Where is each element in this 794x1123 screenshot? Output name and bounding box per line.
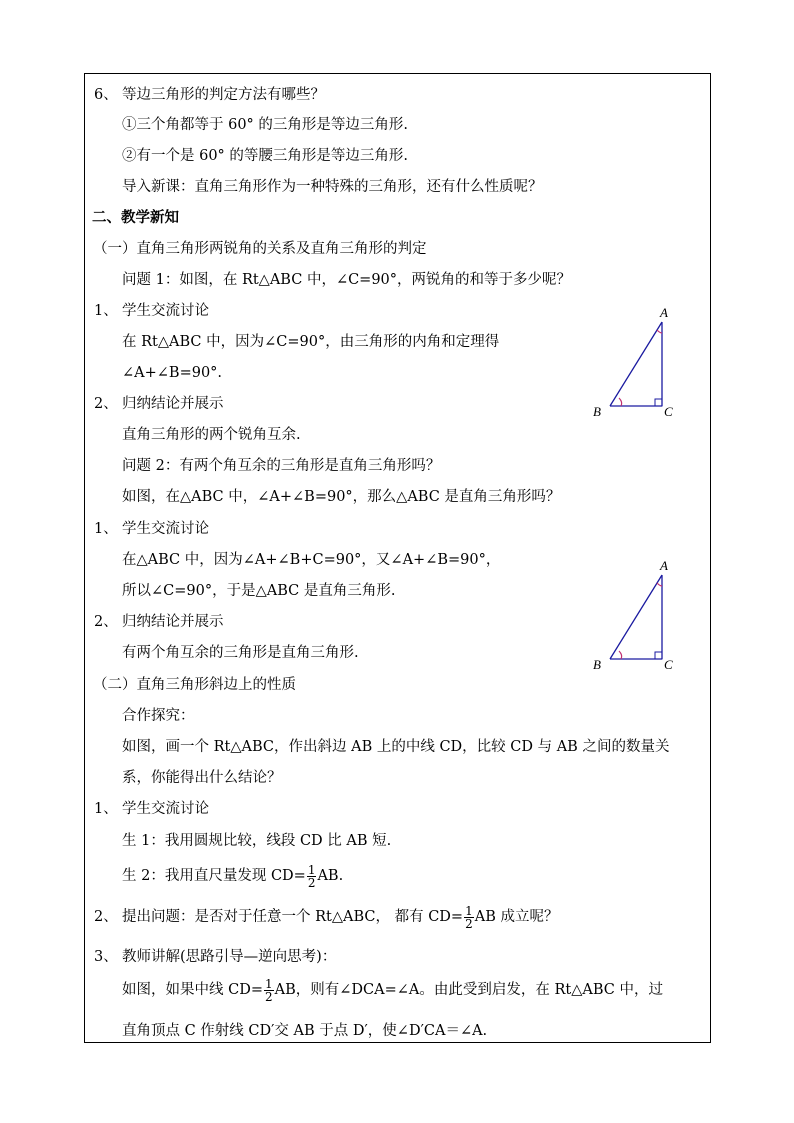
step-text: ∠A+∠B=90°. (122, 365, 223, 381)
angle-arc-a (657, 583, 662, 586)
part1-title: （一）直角三角形两锐角的关系及直角三角形的判定 (93, 241, 427, 257)
triangle-side (610, 575, 662, 659)
fraction: $\frac{1}{2}$ (307, 862, 316, 890)
explanation: 直角顶点 C 作射线 CD′交 AB 于点 D′，使∠D′CA＝∠A. (122, 1023, 488, 1039)
step-heading: 归纳结论并展示 (122, 614, 224, 630)
question-1: 问题 1：如图，在 Rt△ABC 中，∠C=90°，两锐角的和等于多少呢？ (122, 272, 572, 288)
paragraph: 系，你能得出什么结论？ (122, 770, 282, 786)
item-number: 2、 (94, 396, 118, 412)
item-number: 1、 (94, 521, 118, 537)
vertex-label-b: B (593, 657, 601, 672)
vertex-label-b: B (593, 404, 601, 419)
right-triangle-figure-1 (590, 302, 680, 422)
question-2: 问题 2：有两个角互余的三角形是直角三角形吗？ (122, 458, 441, 474)
coop-label: 合作探究： (122, 708, 195, 724)
intro-text: 导入新课：直角三角形作为一种特殊的三角形，还有什么性质呢？ (122, 179, 543, 195)
step-heading: 学生交流讨论 (122, 801, 209, 817)
angle-arc-a (657, 330, 662, 333)
angle-arc-b (619, 651, 622, 659)
step-heading: 提出问题：是否对于任意一个 Rt△ABC， 都有 CD= $\frac{1}{2}$ AB 成立呢？ (122, 903, 559, 931)
right-triangle-figure-2 (590, 555, 680, 675)
method-1: ①三个角都等于 60° 的三角形是等边三角形. (122, 117, 409, 133)
step-text: 所以∠C=90°，于是△ABC 是直角三角形. (122, 583, 396, 599)
vertex-label-a: A (660, 558, 668, 573)
paragraph: 如图，画一个 Rt△ABC，作出斜边 AB 上的中线 CD，比较 CD 与 AB 之间的数量关 (122, 739, 670, 755)
vertex-label-c: C (664, 404, 673, 419)
item-number: 2、 (94, 614, 118, 630)
step-text: 有两个角互余的三角形是直角三角形. (122, 645, 359, 661)
explanation: 如图，如果中线 CD= $\frac{1}{2}$ AB，则有∠DCA=∠A。由此受到启发，在 Rt△ABC 中，过 (122, 976, 663, 1004)
item-number: 1、 (94, 801, 118, 817)
right-angle-mark (655, 652, 662, 659)
student-2: 生 2：我用直尺量发现 CD= $\frac{1}{2}$ AB. (122, 862, 344, 890)
item-number: 2、 (94, 909, 118, 925)
angle-arc-b (619, 398, 622, 406)
fraction: $\frac{1}{2}$ (465, 903, 473, 931)
triangle-side (610, 322, 662, 406)
part2-title: （二）直角三角形斜边上的性质 (93, 677, 296, 693)
question-2-text: 如图，在△ABC 中，∠A+∠B=90°，那么△ABC 是直角三角形吗？ (122, 489, 561, 505)
fraction: $\frac{1}{2}$ (264, 976, 273, 1004)
step-text: 在 Rt△ABC 中，因为∠C=90°，由三角形的内角和定理得 (122, 334, 500, 350)
vertex-label-a: A (660, 305, 668, 320)
question-text: 等边三角形的判定方法有哪些？ (122, 87, 325, 103)
item-number: 1、 (94, 303, 118, 319)
step-text: 在△ABC 中，因为∠A+∠B+C=90°，又∠A+∠B=90°， (122, 552, 501, 568)
right-angle-mark (655, 399, 662, 406)
step-heading: 归纳结论并展示 (122, 396, 224, 412)
method-2: ②有一个是 60° 的等腰三角形是等边三角形. (122, 148, 409, 164)
step-text: 直角三角形的两个锐角互余. (122, 427, 301, 443)
item-number: 6、 (94, 87, 118, 103)
step-heading: 教师讲解(思路引导—逆向思考)： (122, 949, 337, 965)
step-heading: 学生交流讨论 (122, 303, 209, 319)
step-heading: 学生交流讨论 (122, 521, 209, 537)
vertex-label-c: C (664, 657, 673, 672)
item-number: 3、 (94, 949, 118, 965)
section-title: 二、教学新知 (92, 209, 179, 226)
student-1: 生 1：我用圆规比较，线段 CD 比 AB 短. (122, 833, 392, 849)
